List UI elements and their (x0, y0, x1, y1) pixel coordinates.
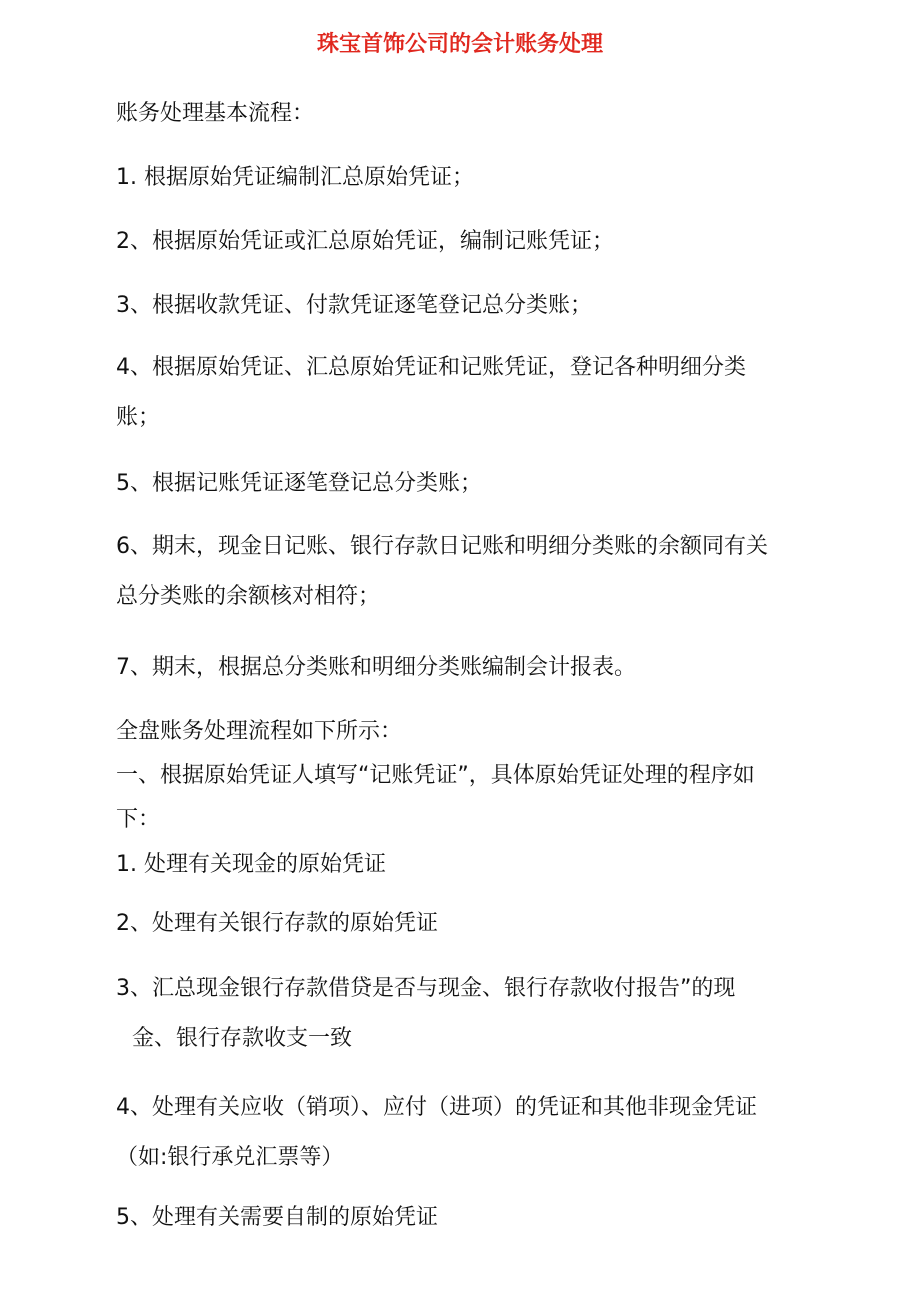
document-title: 珠宝首饰公司的会计账务处理 (316, 32, 603, 57)
list-item: 4、处理有关应收（销项）、应付（进项）的凭证和其他非现金凭证（如:银行承兑汇票等） (116, 1095, 757, 1170)
list-item: 3、根据收款凭证、付款凭证逐笔登记总分类账； (116, 293, 592, 318)
list-item-line: 3、汇总现金银行存款借贷是否与现金、银行存款收付报告”的现 (116, 976, 736, 1001)
list-item (116, 964, 784, 1064)
list-item: 2、根据原始凭证或汇总原始凭证，编制记账凭证； (116, 229, 614, 254)
section-heading-full-flow: 全盘账务处理流程如下所示： (116, 719, 403, 744)
list-item: 1. 处理有关现金的原始凭证 (116, 852, 386, 877)
list-item: 5、处理有关需要自制的原始凭证 (116, 1205, 438, 1230)
list-item-continuation: 金、银行存款收支一致 (132, 1026, 353, 1051)
list-item: 1. 根据原始凭证编制汇总原始凭证； (116, 165, 474, 190)
list-item: 一、根据原始凭证人填写“记账凭证”，具体原始凭证处理的程序如下： (116, 763, 755, 832)
list-item: 7、期末，根据总分类账和明细分类账编制会计报表。 (116, 655, 636, 680)
list-item: 6、期末，现金日记账、银行存款日记账和明细分类账的余额同有关总分类账的余额核对相符； (116, 534, 768, 609)
section-heading-basic-flow: 账务处理基本流程： (116, 101, 315, 126)
list-item: 5、根据记账凭证逐笔登记总分类账； (116, 471, 482, 496)
list-item: 2、处理有关银行存款的原始凭证 (116, 911, 438, 936)
list-item: 4、根据原始凭证、汇总原始凭证和记账凭证，登记各种明细分类账； (116, 355, 746, 430)
